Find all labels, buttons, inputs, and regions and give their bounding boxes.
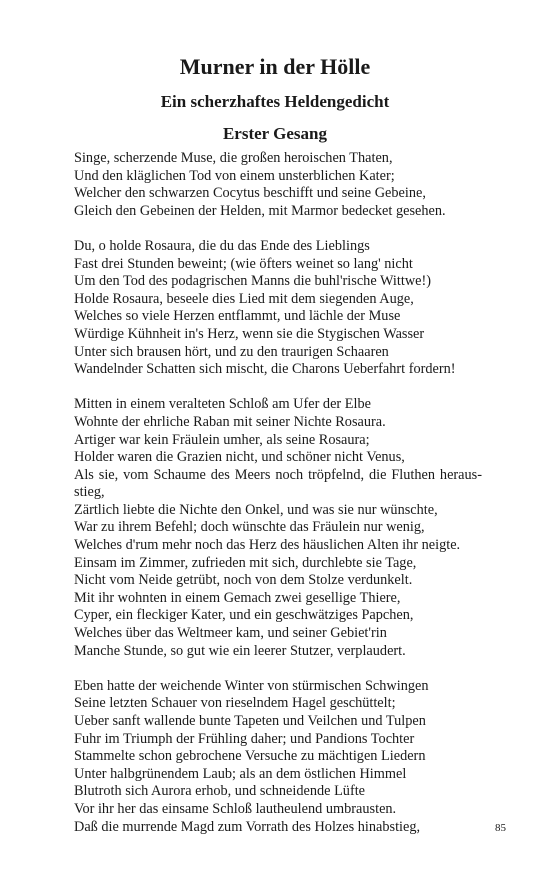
verse-line: Unter halbgrünendem Laub; als an dem östlichen Himmel — [74, 765, 407, 782]
canto-heading: Erster Gesang — [222, 124, 328, 143]
verse-line: Zärtlich liebte die Nichte den Onkel, und was sie nur wünschte, — [74, 501, 438, 518]
verse-line: Mit ihr wohnten in einem Gemach zwei gesellige Thiere, — [74, 589, 401, 606]
verse-line: Singe, scherzende Muse, die großen heroischen Thaten, — [74, 150, 393, 166]
verse-line: Vor ihr her das einsame Schloß lautheulend umbrausten. — [74, 800, 397, 817]
stanza — [74, 238, 482, 379]
verse-line: Nicht vom Neide getrübt, noch von dem Stolze verdunkelt. — [74, 572, 413, 589]
verse-line: Manche Stunde, so gut wie ein leerer Stutzer, verplaudert. — [74, 642, 406, 659]
verse-line: Du, o holde Rosaura, die du das Ende des Lieblings — [74, 237, 370, 254]
verse-line: Als sie, vom Schaume des Meers noch tröpfelnd, die Fluthen heraus- — [74, 466, 482, 483]
verse-line: Holder waren die Grazien nicht, und schöner nicht Venus, — [74, 449, 405, 466]
verse-line: Eben hatte der weichende Winter von stürmischen Schwingen — [74, 677, 429, 694]
stanza — [74, 678, 482, 836]
verse-line: Ueber sanft wallende bunte Tapeten und Veilchen und Tulpen — [74, 713, 426, 729]
verse-line: Stammelte schon gebrochene Versuche zu mächtigen Liedern — [74, 748, 426, 765]
poem-body — [74, 150, 482, 854]
verse-line: Daß die murrende Magd zum Vorrath des Holzes hinabstieg, — [74, 818, 421, 835]
verse-line: Wandelnder Schatten sich mischt, die Charons Ueberfahrt fordern! — [74, 361, 456, 378]
verse-line: Fast drei Stunden beweint; (wie öfters weinet so lang' nicht — [74, 255, 413, 272]
verse-line: stieg, — [74, 484, 105, 501]
verse-line: Welches d'rum mehr noch das Herz des häuslichen Alten ihr neigte. — [74, 537, 461, 554]
verse-line: Um den Tod des podagrischen Manns die buhl'rische Wittwe!) — [74, 273, 432, 290]
verse-line: Mitten in einem veralteten Schloß am Ufer der Elbe — [74, 396, 371, 413]
verse-line: Blutroth sich Aurora erhob, und schneidende Lüfte — [74, 783, 366, 800]
verse-line: Und den kläglichen Tod von einem unsterblichen Kater; — [74, 167, 395, 184]
verse-line: Gleich den Gebeinen der Helden, mit Marmor bedecket gesehen. — [74, 202, 446, 219]
stanza — [74, 150, 482, 220]
verse-line: Welcher den schwarzen Cocytus beschifft und seine Gebeine, — [74, 185, 426, 202]
poem-title: Murner in der Hölle — [179, 54, 371, 79]
verse-line: Einsam im Zimmer, zufrieden mit sich, durchlebte sie Tage, — [74, 554, 417, 571]
verse-line: Würdige Kühnheit in's Herz, wenn sie die Stygischen Wasser — [74, 325, 425, 342]
verse-line: Wohnte der ehrliche Raban mit seiner Nichte Rosaura. — [74, 413, 386, 430]
verse-line: War zu ihrem Befehl; doch wünschte das Fräulein nur wenig, — [74, 519, 425, 536]
stanza — [74, 396, 482, 660]
verse-line: Seine letzten Schauer von rieselndem Hagel geschüttelt; — [74, 695, 396, 712]
verse-line: Unter sich brausen hört, und zu den traurigen Schaaren — [74, 343, 389, 360]
page-number: 85 — [495, 822, 506, 834]
verse-line: Welches so viele Herzen entflammt, und lächle der Muse — [74, 308, 401, 325]
verse-line: Cyper, ein fleckiger Kater, und ein geschwätziges Papchen, — [74, 607, 414, 624]
verse-line: Holde Rosaura, beseele dies Lied mit dem siegenden Auge, — [74, 290, 414, 307]
verse-line: Welches über das Weltmeer kam, und seiner Gebiet'rin — [74, 625, 387, 642]
verse-line: Artiger war kein Fräulein umher, als seine Rosaura; — [74, 431, 370, 448]
poem-subtitle: Ein scherzhaftes Heldengedicht — [160, 92, 390, 111]
verse-line: Fuhr im Triumph der Frühling daher; und Pandions Tochter — [74, 730, 415, 747]
